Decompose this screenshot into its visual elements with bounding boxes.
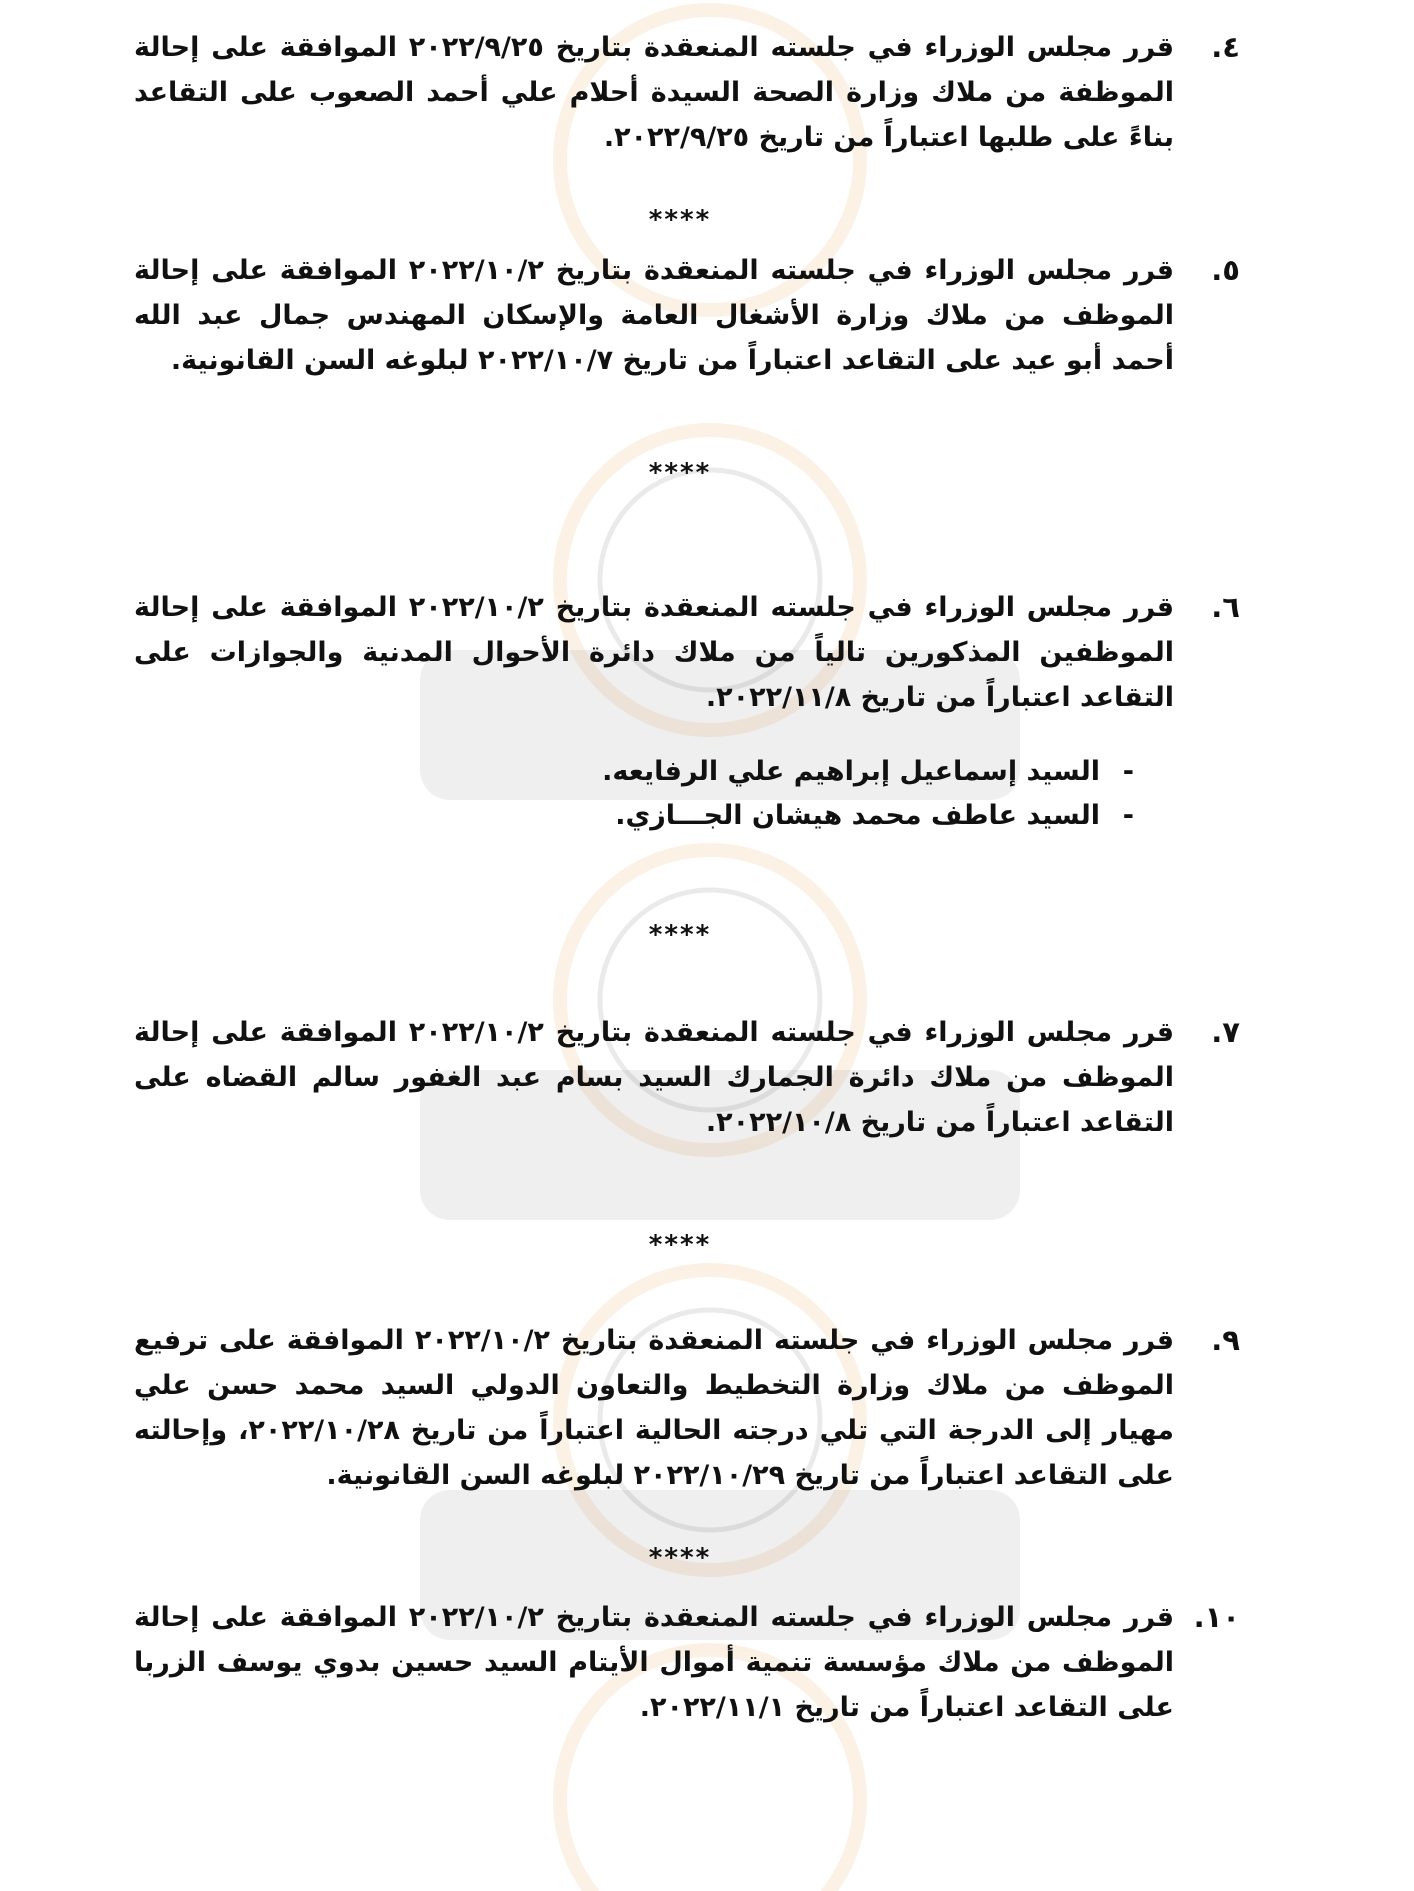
names-list bbox=[234, 750, 1134, 838]
name-item: - السيد عاطف محمد هيشان الجـــازي. bbox=[234, 794, 1134, 838]
name-item: - السيد إسماعيل إبراهيم علي الرفايعه. bbox=[234, 750, 1134, 794]
decision-item bbox=[134, 1595, 1240, 1730]
item-number: ٦. bbox=[1211, 590, 1240, 624]
item-text: قرر مجلس الوزراء في جلسته المنعقدة بتاريخ ٢٠٢٢/٩/٢٥ الموافقة على إحالة الموظفة من ملاك وزارة الصحة السيدة أحلام علي أحمد الصعوب على التقاعد بناءً على طلبها اعتباراً من تاريخ ٢٠٢٢/٩/٢٥. bbox=[134, 32, 1174, 153]
item-number: ٧. bbox=[1211, 1015, 1240, 1049]
separator: **** bbox=[648, 1543, 712, 1573]
decision-item bbox=[134, 1010, 1240, 1145]
decision-item bbox=[134, 585, 1240, 720]
separator: **** bbox=[648, 205, 712, 235]
decision-item bbox=[134, 25, 1240, 160]
item-number: ٥. bbox=[1211, 253, 1240, 287]
decision-item bbox=[134, 248, 1240, 383]
item-number: ٤. bbox=[1211, 30, 1240, 64]
item-number: ٩. bbox=[1211, 1323, 1240, 1357]
item-text: قرر مجلس الوزراء في جلسته المنعقدة بتاريخ ٢٠٢٢/١٠/٢ الموافقة على إحالة الموظفين المذكورين تالياً من ملاك دائرة الأحوال المدنية والجوازات على التقاعد اعتباراً من تاريخ ٢٠٢٢/١١/٨. bbox=[134, 592, 1174, 713]
separator: **** bbox=[648, 458, 712, 488]
item-text: قرر مجلس الوزراء في جلسته المنعقدة بتاريخ ٢٠٢٢/١٠/٢ الموافقة على إحالة الموظف من ملاك مؤسسة تنمية أموال الأيتام السيد حسين بدوي يوسف الزربا على التقاعد اعتباراً من تاريخ ٢٠٢٢/١١/١. bbox=[134, 1602, 1174, 1723]
item-number: ١٠. bbox=[1193, 1600, 1240, 1634]
item-text: قرر مجلس الوزراء في جلسته المنعقدة بتاريخ ٢٠٢٢/١٠/٢ الموافقة على ترفيع الموظف من ملاك وزارة التخطيط والتعاون الدولي السيد محمد حسن علي مهيار إلى الدرجة التي تلي درجته الحالية اعتباراً من تاريخ ٢٠٢٢/١٠/٢٨، وإحالته على التقاعد اعتباراً من تاريخ ٢٠٢٢/١٠/٢٩ لبلوغه السن القانونية. bbox=[134, 1325, 1175, 1491]
item-text: قرر مجلس الوزراء في جلسته المنعقدة بتاريخ ٢٠٢٢/١٠/٢ الموافقة على إحالة الموظف من ملاك دائرة الجمارك السيد بسام عبد الغفور سالم القضاه على التقاعد اعتباراً من تاريخ ٢٠٢٢/١٠/٨. bbox=[134, 1017, 1174, 1138]
separator: **** bbox=[648, 1230, 712, 1260]
separator: **** bbox=[648, 920, 712, 950]
decision-item bbox=[134, 1318, 1240, 1498]
item-text: قرر مجلس الوزراء في جلسته المنعقدة بتاريخ ٢٠٢٢/١٠/٢ الموافقة على إحالة الموظف من ملاك وزارة الأشغال العامة والإسكان المهندس جمال عبد الله أحمد أبو عيد على التقاعد اعتباراً من تاريخ ٢٠٢٢/١٠/٧ لبلوغه السن القانونية. bbox=[134, 255, 1174, 376]
